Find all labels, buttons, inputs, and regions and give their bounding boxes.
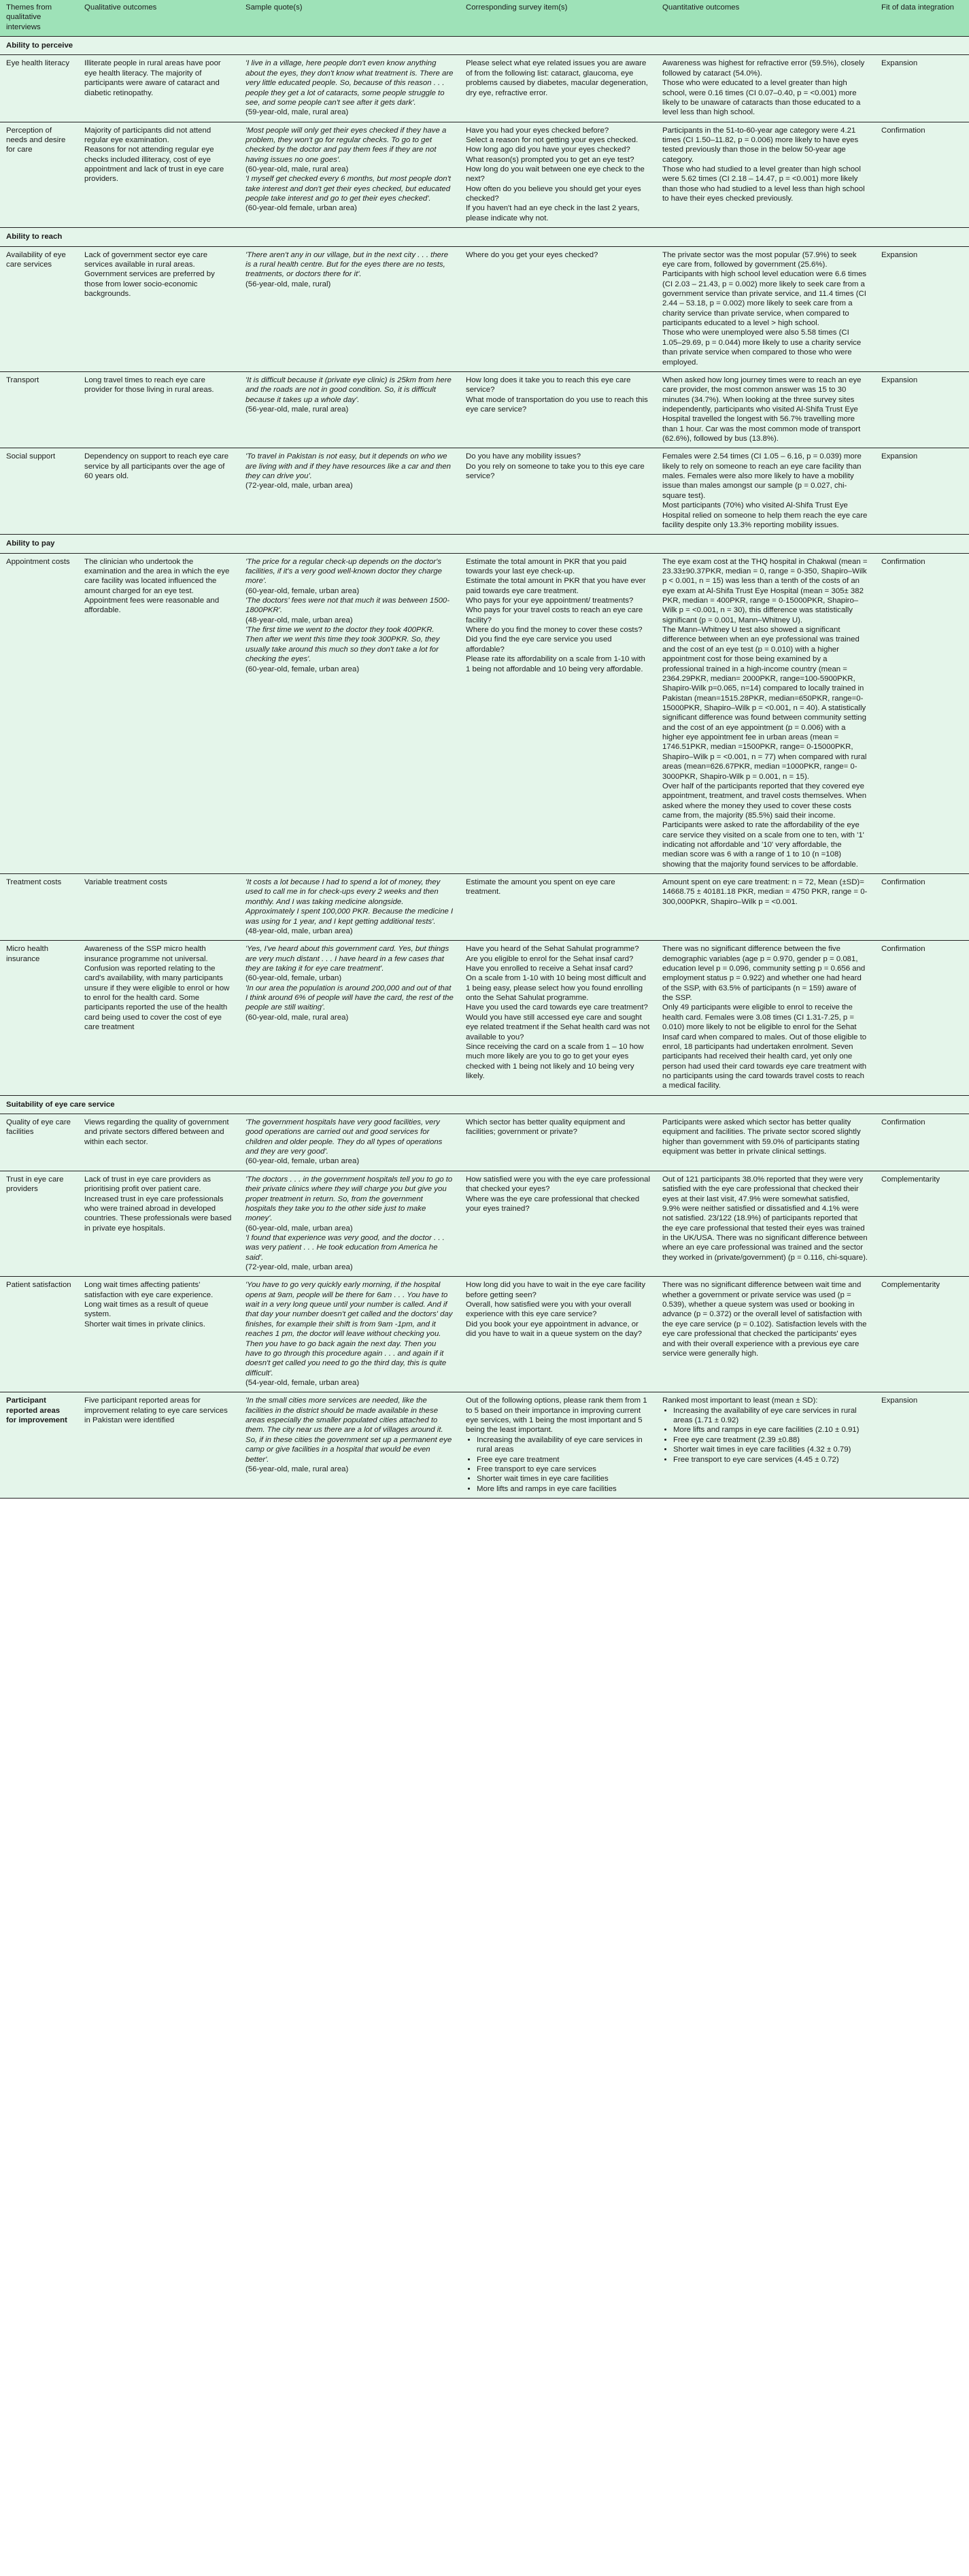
fit-cell: Expansion	[875, 1392, 969, 1499]
survey-cell	[460, 448, 656, 535]
quantitative-text: Only 49 participants were eligible to enrol to receive the health card. Females were 3.08 times (CI 1.31-7.25, p = 0.010) more likely to not be eligible to enrol for the Sehat Insaf card when compared to males. Out of those eligible to enrol, 18 participants had undertaken enrolment. Seven participants had received their health card, yet only one person had used their card towards eye care treatment with no participants using the card towards travel costs to reach a medical facility.	[662, 1003, 867, 1090]
qualitative-text: Confusion was reported relating to the card's availability, with many participants unsure if they were eligible to enrol or how to enrol for the health card. Some participants reported the use of the health card being used to cover the cost of eye care treatment	[84, 964, 230, 1032]
quote-speaker: (60-year-old, female, urban area)	[245, 1157, 360, 1166]
table-row	[0, 874, 969, 941]
qualitative-text: Majority of participants did not attend regular eye examination.	[84, 126, 211, 144]
survey-cell	[460, 122, 656, 228]
quantitative-text: Those who were educated to a level greater than high school, were 0.16 times (CI 0.07–0.40, p = <0.001) more likely to be unaware of cataracts than those educated to a level less than high school.	[662, 79, 861, 117]
quote-speaker: (56-year-old, male, rural area)	[245, 1465, 349, 1473]
quote-speaker: (54-year-old, female, urban area)	[245, 1379, 360, 1387]
survey-item: How satisfied were you with the eye care professional that checked your eyes?	[466, 1175, 650, 1194]
survey-item: How often do you believe you should get your eyes checked?	[466, 184, 641, 203]
section-row	[0, 37, 969, 55]
section-title: Ability to pay	[0, 535, 969, 553]
qualitative-cell	[78, 874, 239, 941]
qualitative-text: Illiterate people in rural areas have poor eye health literacy. The majority of participants were aware of cataract and diabetic retinopathy.	[84, 59, 221, 97]
quote-text: 'It costs a lot because I had to spend a lot of money, they used to call me in for check-ups every 2 weeks and then monthly. And I was taking medicine alongside. Approximately I spent 100,000 PKR. Because the medicine I was using for 1 year, and I kept getting additional tests'.	[245, 878, 454, 926]
theme-cell: Perception of needs and desire for care	[0, 122, 78, 228]
survey-cell	[460, 553, 656, 874]
survey-item: What reason(s) prompted you to get an eye test?	[466, 155, 634, 164]
quotes-cell	[239, 1392, 460, 1499]
quote-speaker: (60-year-old, female, urban)	[245, 974, 342, 983]
quantitative-text: Participants in the 51-to-60-year age category were 4.21 times (CI 1.50–11.82, p = 0.006) more likely to have eyes tested previously than those in the below 50-year age category.	[662, 126, 859, 164]
header-quantitative: Quantitative outcomes	[656, 0, 875, 37]
quotes-cell	[239, 55, 460, 122]
qualitative-cell	[78, 553, 239, 874]
quotes-cell	[239, 371, 460, 448]
theme-cell: Trust in eye care providers	[0, 1171, 78, 1277]
qualitative-text: Long travel times to reach eye care provider for those living in rural areas.	[84, 375, 214, 395]
quantitative-text: Participants were asked to rate the affordability of the eye care service they visited on a scale from one to ten, with '1' indicating not affordable and '10' very affordable, the median score was 6 with a range of 1 to 10 (n =108) showing that the majority found services to be affordable.	[662, 821, 864, 869]
qualitative-text: Dependency on support to reach eye care service by all participants over the age of 60 years old.	[84, 452, 229, 481]
quantitative-text: Participants were asked which sector has better quality equipment and facilities. The private sector scored slightly higher than government with 59.0% of participants stating equipment was better in private clinical settings.	[662, 1118, 861, 1156]
quantitative-cell	[656, 941, 875, 1095]
quote-speaker: (56-year-old, male, rural area)	[245, 405, 349, 414]
theme-cell: Transport	[0, 371, 78, 448]
qualitative-text: Long wait times as a result of queue system.	[84, 1301, 209, 1319]
table-row	[0, 448, 969, 535]
quantitative-text: There was no significant difference between wait time and whether a government or private service was used (p = 0.539), whether a queue system was used or booking in advance (p = 0.372) or the overall level of satisfaction with the eye care service (p = 0.102). Satisfaction levels with the eye care professional that checked the participants' eyes and with their overall experience with a previous eye care service were generally high.	[662, 1281, 867, 1358]
quote-text: 'To travel in Pakistan is not easy, but it depends on who we are living with and if they have resources like a car and then they can drive you'.	[245, 452, 452, 481]
quote-speaker: (72-year-old, male, urban area)	[245, 482, 353, 490]
quantitative-cell	[656, 874, 875, 941]
survey-cell	[460, 1392, 656, 1499]
qualitative-cell	[78, 371, 239, 448]
quantitative-cell	[656, 448, 875, 535]
fit-cell: Confirmation	[875, 553, 969, 874]
survey-item: If you haven't had an eye check in the last 2 years, please indicate why not.	[466, 204, 640, 222]
survey-item: Please rate its affordability on a scale from 1-10 with 1 being not affordable and 10 being very affordable.	[466, 655, 645, 673]
survey-item: Select a reason for not getting your eyes checked.	[466, 135, 639, 144]
survey-intro: Out of the following options, please rank them from 1 to 5 based on their importance in improving current eye services, with 1 being the most important and 5 being the least important.	[466, 1396, 647, 1435]
qualitative-text: Increased trust in eye care professionals who were trained abroad in developed countries. These professionals were based in private eye hospitals.	[84, 1194, 232, 1233]
table-row	[0, 553, 969, 874]
quantitative-text: The eye exam cost at the THQ hospital in Chakwal (mean = 23.33±90.37PKR, median = 0, range = 0-350, Shapiro–Wilk p < 0.001, n = 15) was less than a tenth of the costs of an eye exam at Al-Shifa Trust Eye Hospital (mean = 305± 382 PKR, median = 400PKR, range = 0-15000PKR, Shapiro–Wilk p = <0.001, n = 30), this difference was statistically significant (p = 0.001, Mann–Whitney U).	[662, 557, 868, 624]
survey-item: Who pays for your eye appointment/ treatments?	[466, 597, 634, 605]
fit-cell: Complementarity	[875, 1277, 969, 1392]
qualitative-text: Shorter wait times in private clinics.	[84, 1320, 205, 1328]
quote-speaker: (60-year-old, male, urban area)	[245, 1224, 353, 1233]
table-row	[0, 371, 969, 448]
quote-text: 'It is difficult because it (private eye clinic) is 25km from here and the roads are not in good condition. So, it is difficult because it takes up a whole day'.	[245, 375, 452, 404]
fit-cell: Confirmation	[875, 941, 969, 1095]
qualitative-text: Views regarding the quality of government and private sectors differed between and within each sector.	[84, 1118, 229, 1146]
quantitative-cell	[656, 1114, 875, 1171]
quantitative-cell	[656, 122, 875, 228]
qualitative-cell	[78, 55, 239, 122]
quantitative-text: Over half of the participants reported that they covered eye appointment, treatment, and travel costs themselves. When asked where the money they used to cover these costs came from, the majority (85.5%) said their income.	[662, 782, 867, 820]
quote-text: 'Most people will only get their eyes checked if they have a problem, they won't go for regular checks. To go to get checked by the doctor and pay them fees if they are not having issues no one goes'.	[245, 126, 447, 164]
quantitative-cell	[656, 553, 875, 874]
quote-text: 'In our area the population is around 200,000 and out of that I think around 6% of people will have the card, the rest of the people are still waiting'.	[245, 984, 454, 1012]
theme-cell	[0, 1392, 78, 1499]
header-qualitative: Qualitative outcomes	[78, 0, 239, 37]
quantitative-text: Those who were unemployed were also 5.58 times (CI 1.05–29.69, p = 0.044) more likely to use a charity service than private service when compared to those who were employed.	[662, 329, 862, 367]
survey-option: • Free eye care treatment	[477, 1455, 650, 1465]
final-row	[0, 1392, 969, 1499]
quote-text: 'You have to go very quickly early morning, if the hospital opens at 9am, people will be there for 6am . . . You have to wait in a very long queue until your number is called. And if that day your number doesn't get called and the doctors' day finishes, for example their shift is from 9am -1pm, and it reaches 1 pm, the doctor will leave without checking you. Then you have to go back again the next day. Then you have to go through this procedure again . . . and again if it doesn't get called you need to go the third day, this is quite difficult'.	[245, 1281, 453, 1377]
quote-text: 'The doctors' fees were not that much it was between 1500-1800PKR'.	[245, 597, 450, 615]
survey-item: Since receiving the card on a scale from 1 – 10 how much more likely are you to go to get your eyes checked with 1 being not likely and 10 being very likely.	[466, 1042, 644, 1080]
qualitative-text: Five participant reported areas for improvement relating to eye care services in Pakistan were identified	[84, 1396, 228, 1425]
fit-cell: Confirmation	[875, 874, 969, 941]
quote-speaker: (60-year-old female, urban area)	[245, 204, 357, 213]
theme-cell: Patient satisfaction	[0, 1277, 78, 1392]
header-themes: Themes from qualitative interviews	[0, 0, 78, 37]
table-row	[0, 122, 969, 228]
survey-option: • Free transport to eye care services	[477, 1465, 650, 1474]
quotes-cell	[239, 941, 460, 1095]
quote-text: 'Yes, I've heard about this government card. Yes, but things are very much distant . . . I have heard in a few cases that they are taking it for eye care treatment'.	[245, 945, 449, 973]
theme-cell: Appointment costs	[0, 553, 78, 874]
table-row	[0, 55, 969, 122]
table-row	[0, 941, 969, 1095]
ranking-item: • Free transport to eye care services (4.45 ± 0.72)	[673, 1455, 869, 1465]
theme-cell: Social support	[0, 448, 78, 535]
quantitative-cell	[656, 1277, 875, 1392]
survey-cell	[460, 1277, 656, 1392]
quantitative-cell	[656, 246, 875, 371]
quote-speaker: (60-year-old, female, urban area)	[245, 586, 360, 595]
fit-cell: Expansion	[875, 448, 969, 535]
quantitative-text: When asked how long journey times were to reach an eye care provider, the most common answer was 15 to 30 minutes (34.7%). When looking at the three survey sites independently, participants who visited Al-Shifa Trust Eye Hospital travelled the longest with 56.7% travelling more than 1 hour. Car was the most common mode of transport (62.6%), followed by bus (13.8%).	[662, 375, 862, 444]
survey-item: Did you find the eye care service you used affordable?	[466, 635, 612, 654]
quote-text: 'There aren't any in our village, but in the next city . . . there is a rural health centre. But for the eyes there are no tests, treatments, or doctors there for it'.	[245, 250, 449, 279]
quote-text: 'The price for a regular check-up depends on the doctor's facilities, if it's a very good well-known doctor they charge more'.	[245, 557, 442, 586]
quotes-cell	[239, 246, 460, 371]
quote-speaker: (48-year-old, male, urban area)	[245, 616, 353, 624]
survey-item: What mode of transportation do you use to reach this eye care service?	[466, 395, 648, 414]
survey-item: Have you had your eyes checked before?	[466, 126, 609, 135]
quote-text: 'The first time we went to the doctor they took 400PKR. Then after we went this time they took 300PKR. So, they usually take around this much so they don't take a lot for checking the eyes'.	[245, 626, 440, 664]
qualitative-cell	[78, 122, 239, 228]
quote-speaker: (59-year-old, male, rural area)	[245, 108, 349, 117]
section-row	[0, 228, 969, 246]
survey-item: How long does it take you to reach this eye care service?	[466, 375, 631, 395]
survey-item: Overall, how satisfied were you with your overall experience with this eye care service?	[466, 1301, 632, 1319]
quotes-cell	[239, 553, 460, 874]
qualitative-cell	[78, 448, 239, 535]
quote-speaker: (56-year-old, male, rural)	[245, 280, 331, 288]
ranking-item: • Free eye care treatment (2.39 ±0.88)	[673, 1435, 869, 1445]
qualitative-text: Lack of trust in eye care providers as prioritising profit over patient care.	[84, 1175, 211, 1194]
survey-cell	[460, 941, 656, 1095]
quantitative-text: The private sector was the most popular (57.9%) to seek eye care from, followed by government (25.6%). Participants with high school level education were 6.6 times (CI 2.03 – 21.43, p = 0.002) more likely to seek care from a government service than private service, and 11.4 times (CI 2.44 – 53.18, p = 0.002) more likely to seek care from a charity service than private service, when compared to participants educated to a level > high school.	[662, 250, 867, 328]
survey-item: Would you have still accessed eye care and sought eye related treatment if the Sehat health card was not available to you?	[466, 1013, 650, 1041]
survey-item: Did you book your eye appointment in advance, or did you have to wait in a queue system on the day?	[466, 1320, 642, 1339]
quote-text: 'The doctors . . . in the government hospitals tell you to go to their private clinics where they will charge you but give you proper treatment in return. So, from the government hospitals they take you to the other side just to make money'.	[245, 1175, 453, 1223]
theme-cell: Micro health insurance	[0, 941, 78, 1095]
quote-text: 'I live in a village, here people don't even know anything about the eyes, they don't know what treatment is. There are very little educated people. So, because of this reason . . . people they get a lot of cataracts, some people struggle to see, and some people can't see after it gets dark'.	[245, 59, 454, 107]
header-fit: Fit of data integration	[875, 0, 969, 37]
qualitative-cell	[78, 246, 239, 371]
table-body	[0, 37, 969, 1499]
survey-item: Who pays for your travel costs to reach an eye care facility?	[466, 606, 643, 624]
table-row	[0, 1171, 969, 1277]
survey-options-list	[466, 1435, 650, 1494]
quantitative-text: Those who had studied to a level greater than high school were 5.62 times (CI 2.18 – 14.47, p = <0.001) more likely than those who had studied to a level less than high school to have their eyes checked previously.	[662, 165, 865, 203]
qualitative-text: Awareness of the SSP micro health insurance programme not universal.	[84, 945, 208, 963]
survey-option: • Shorter wait times in eye care facilities	[477, 1474, 650, 1484]
qualitative-text: Appointment fees were reasonable and affordable.	[84, 597, 220, 615]
quantitative-text: Out of 121 participants 38.0% reported that they were very satisfied with the eye care professional that checked their eyes at their last visit, 47.9% were somewhat satisfied, 9.9% were neither satisfied or dissatisfied and 4.1% were not satisfied. 23/122 (18.9%) of participants reported that the eye care professional that tested their eyes was trained in the UK/USA. There was no significant difference between where an eye care professional was trained and the sector they worked in (private/government) (p = 0.116, chi-square).	[662, 1175, 868, 1262]
quantitative-text: Amount spent on eye care treatment: n = 72, Mean (±SD)= 14668.75 ± 40181.18 PKR, median = 4750 PKR, range = 0-300,000PKR, Shapiro–Wilk p = <0.001.	[662, 878, 868, 906]
survey-cell	[460, 1171, 656, 1277]
header-quotes: Sample quote(s)	[239, 0, 460, 37]
quote-speaker: (60-year-old, male, rural area)	[245, 1013, 349, 1022]
theme-cell: Availability of eye care services	[0, 246, 78, 371]
survey-item: How long did you have to wait in the eye care facility before getting seen?	[466, 1281, 646, 1299]
ranking-list	[662, 1406, 869, 1465]
table-row	[0, 246, 969, 371]
survey-item: Please select what eye related issues you are aware of from the following list: cataract, glaucoma, eye problems caused by diabetes, macular degeneration, dry eye, refractive error.	[466, 59, 648, 97]
survey-cell	[460, 1114, 656, 1171]
survey-item: Where do you find the money to cover these costs?	[466, 626, 643, 635]
quantitative-cell	[656, 1171, 875, 1277]
section-title: Ability to reach	[0, 228, 969, 246]
quote-speaker: (60-year-old, female, urban area)	[245, 665, 360, 673]
survey-cell	[460, 246, 656, 371]
quote-text: 'The government hospitals have very good facilities, very good operations are carried out and good services for children and older people. They do all types of operations and they are very good'.	[245, 1118, 443, 1156]
survey-item: How long ago did you have your eyes checked?	[466, 146, 630, 154]
fit-cell: Expansion	[875, 246, 969, 371]
header-row	[0, 0, 969, 37]
survey-item: Have you heard of the Sehat Sahulat programme?	[466, 945, 639, 954]
qualitative-cell	[78, 1392, 239, 1499]
survey-item: Do you have any mobility issues?	[466, 452, 581, 461]
qualitative-cell	[78, 941, 239, 1095]
survey-option: • Increasing the availability of eye care services in rural areas	[477, 1435, 650, 1455]
survey-item: Do you rely on someone to take you to this eye care service?	[466, 462, 645, 481]
qualitative-text: Variable treatment costs	[84, 878, 167, 887]
table-row	[0, 1277, 969, 1392]
quotes-cell	[239, 874, 460, 941]
survey-item: Which sector has better quality equipment and facilities; government or private?	[466, 1118, 626, 1137]
qualitative-cell	[78, 1171, 239, 1277]
qualitative-text: Government services are preferred by those from lower socio-economic backgrounds.	[84, 270, 215, 298]
quantitative-cell	[656, 371, 875, 448]
table-row	[0, 1114, 969, 1171]
qualitative-text: The clinician who undertook the examination and the area in which the eye care facility was located influenced the amount charged for an eye test.	[84, 557, 230, 595]
quant-intro: Ranked most important to least (mean ± SD):	[662, 1396, 818, 1405]
quote-speaker: (48-year-old, male, urban area)	[245, 926, 353, 935]
survey-item: Are you eligible to enrol for the Sehat insaf card?	[466, 954, 634, 963]
theme-label: Participant reported areas for improvement	[6, 1396, 67, 1425]
quotes-cell	[239, 1171, 460, 1277]
qualitative-cell	[78, 1114, 239, 1171]
section-row	[0, 535, 969, 553]
fit-cell: Expansion	[875, 55, 969, 122]
survey-item: Estimate the total amount in PKR that you have ever paid towards eye care treatment.	[466, 577, 646, 595]
fit-cell: Complementarity	[875, 1171, 969, 1277]
quantitative-text: Awareness was highest for refractive error (59.5%), closely followed by cataract (54.0%).	[662, 59, 865, 78]
qualitative-text: Lack of government sector eye care services available in rural areas.	[84, 250, 208, 269]
quote-text: 'I myself get checked every 6 months, but most people don't take interest and don't get their eyes checked, but educated people take interest and go to get their eyes checked'.	[245, 175, 451, 203]
quote-speaker: (72-year-old, male, urban area)	[245, 1263, 353, 1272]
ranking-item: • Shorter wait times in eye care facilities (4.32 ± 0.79)	[673, 1445, 869, 1454]
theme-cell: Eye health literacy	[0, 55, 78, 122]
survey-item: On a scale from 1-10 with 10 being most difficult and 1 being easy, please select how you found enrolling onto the Sehat Sahulat programme.	[466, 974, 647, 1003]
ranking-item: • More lifts and ramps in eye care facilities (2.10 ± 0.91)	[673, 1425, 869, 1435]
survey-cell	[460, 55, 656, 122]
qualitative-text: Reasons for not attending regular eye checks included illiteracy, cost of eye appointment and lack of trust in eye care providers.	[84, 146, 224, 184]
survey-cell	[460, 371, 656, 448]
quantitative-text: Most participants (70%) who visited Al-Shifa Trust Eye Hospital relied on someone to help them reach the eye care facility despite only 13.3% reporting mobility issues.	[662, 501, 868, 529]
qualitative-cell	[78, 1277, 239, 1392]
survey-item: How long do you wait between one eye check to the next?	[466, 165, 645, 184]
quote-speaker: (60-year-old, male, rural area)	[245, 165, 349, 174]
quotes-cell	[239, 1277, 460, 1392]
survey-cell	[460, 874, 656, 941]
quantitative-cell	[656, 55, 875, 122]
quotes-cell	[239, 1114, 460, 1171]
qualitative-text: Long wait times affecting patients' satisfaction with eye care experience.	[84, 1281, 214, 1299]
survey-item: Where was the eye care professional that checked your eyes trained?	[466, 1194, 640, 1213]
survey-item: Have you used the card towards eye care treatment?	[466, 1003, 648, 1012]
theme-cell: Quality of eye care facilities	[0, 1114, 78, 1171]
quotes-cell	[239, 448, 460, 535]
quotes-cell	[239, 122, 460, 228]
survey-item: Estimate the amount you spent on eye care treatment.	[466, 878, 615, 897]
survey-item: Have you enrolled to receive a Sehat insaf card?	[466, 964, 633, 973]
section-row	[0, 1095, 969, 1114]
quote-text: 'In the small cities more services are needed, like the facilities in the district should be made available in these areas especially the smaller populated cities attached to them. The city near us there are a lot of villages around it. So, if in these cities the government set up a permanent eye camp or give facilities in a hospital that would be even better'.	[245, 1396, 452, 1464]
quote-text: 'I found that experience was very good, and the doctor . . . was very patient . . . He took education from America he said'.	[245, 1233, 445, 1262]
survey-item: Where do you get your eyes checked?	[466, 250, 598, 259]
section-title: Ability to perceive	[0, 37, 969, 55]
fit-cell: Confirmation	[875, 1114, 969, 1171]
section-title: Suitability of eye care service	[0, 1095, 969, 1114]
quantitative-cell	[656, 1392, 875, 1499]
quantitative-text: The Mann–Whitney U test also showed a significant difference between when an eye professional was trained and the cost of an eye test (p = 0.010) with a higher appointment cost for those being examined by a professional trained in a high-income country (mean = 2364.29PKR, median= 2000PKR, range=100-5900PKR, Shapiro-Wilk p=0.065, n=14) compared to locally trained in Pakistan (mean=1515.28PKR, median=650PKR, range=0-15000PKR, Shapiro–Wilk p = <0.001, n = 40). A statistically significant difference was found between community setting and the cost of an eye appointment (p = 0.006) with a higher eye appointment fee in urban areas (mean = 1746.51PKR, median =1500PKR, range= 0-15000PKR, Shapiro–Wilk p = <0.001, n = 77) when compared with rural areas (mean=626.67PKR, median =1000PKR, range= 0-3000PKR, Shapiro-Wilk p = 0.001, n = 15).	[662, 626, 867, 781]
fit-cell: Confirmation	[875, 122, 969, 228]
ranking-item: • Increasing the availability of eye care services in rural areas (1.71 ± 0.92)	[673, 1406, 869, 1426]
quantitative-text: There was no significant difference between the five demographic variables (age p = 0.970, gender p = 0.081, education level p = 0.096, community setting p = 0.656 and employment status p = 0.922) and whether one had heard of the SSP, with 63.5% of participants (n = 159) aware of the SSP.	[662, 945, 866, 1003]
quantitative-text: Females were 2.54 times (CI 1.05 – 6.16, p = 0.039) more likely to rely on someone to reach an eye care facility than males. Females were also more likely to have a mobility issue than males amongst our sample (p = 0.027, chi-square test).	[662, 452, 862, 500]
fit-cell: Expansion	[875, 371, 969, 448]
header-survey: Corresponding survey item(s)	[460, 0, 656, 37]
survey-item: Estimate the total amount in PKR that you paid towards your last eye check-up.	[466, 557, 627, 575]
survey-option: • More lifts and ramps in eye care facilities	[477, 1484, 650, 1494]
theme-cell: Treatment costs	[0, 874, 78, 941]
